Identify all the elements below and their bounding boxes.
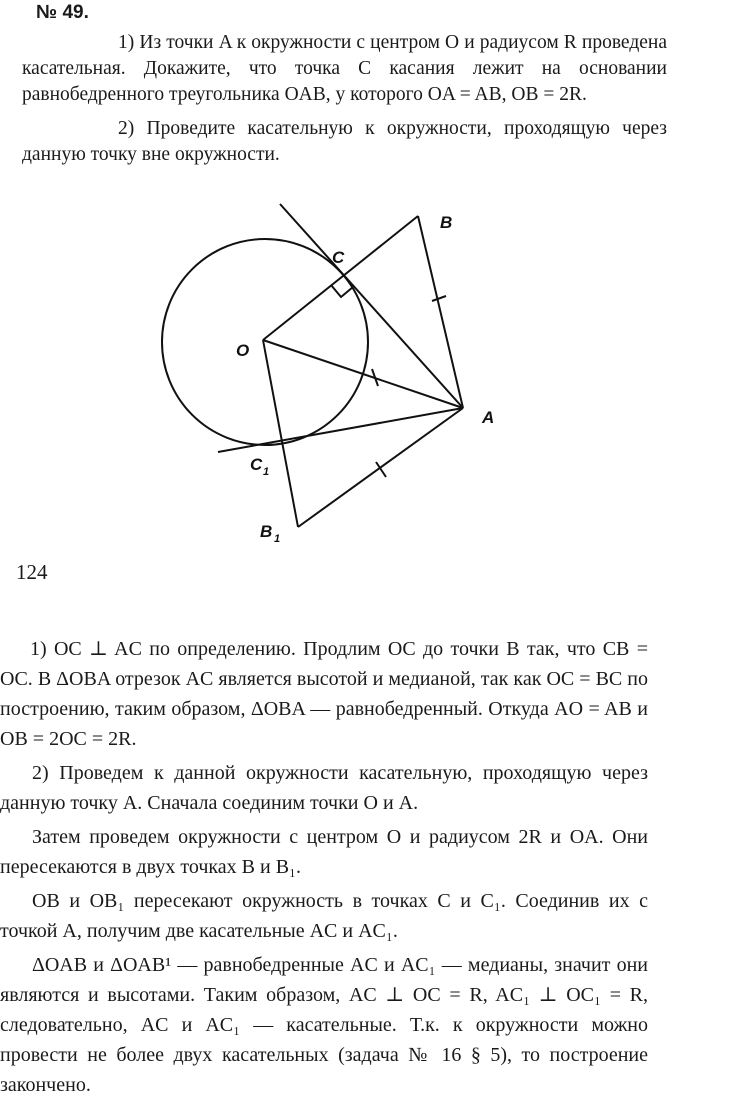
label-C1: C	[250, 455, 263, 474]
label-A: A	[482, 408, 495, 427]
solution-part-2: 2) Проведем к данной окружности касательную, проходящую через данную точку A. Сначала соединим точки O и A.	[0, 762, 648, 814]
tangent-AC1-extended	[218, 408, 463, 452]
label-B1: B	[260, 522, 273, 541]
label-O: O	[236, 341, 250, 360]
solution-part-1: 1) OC ⊥ AC по определению. Продлим OC до точки B так, что CB = OC. В ΔOBA отрезок AC является высотой и медианой, так как OC = BC по построению, таким образом, ΔOBA — равнобедренный. Откуда AO = AB и OB = 2OC = 2R.	[0, 638, 648, 750]
statement-part-2: 2) Проведите касательную к окружности, проходящую через данную точку вне окружности.	[22, 118, 667, 165]
circle	[162, 239, 368, 445]
label-C: C	[332, 248, 345, 267]
line-OB1	[263, 340, 298, 527]
line-OB	[263, 216, 418, 340]
label-B1-subscript: 1	[274, 533, 281, 545]
line-BA	[418, 216, 463, 408]
right-angle-mark	[331, 285, 353, 297]
label-C1-subscript: 1	[263, 466, 270, 478]
tick-AB	[432, 296, 446, 301]
solution-paragraph-3: Затем проведем окружности с центром O и радиусом 2R и OA. Они пересекаются в двух точках B и B₁.	[0, 826, 648, 878]
problem-statement	[22, 30, 667, 168]
solution-paragraph-5: ΔOAB и ΔOAB¹ — равнобедренные AC и AC₁ — медианы, значит они являются и высотами. Таким образом, AC ⊥ OC = R, AC₁ ⊥ OC₁ = R, следовательно, AC и AC₁ — касательные. Т.к. к окружности можно провести не более двух касательных (задача № 16 § 5), то построение закончено.	[0, 954, 649, 1096]
geometry-figure	[150, 200, 510, 550]
solution-paragraph-4: OB и OB₁ пересекают окружность в точках C и C₁. Соединив их с точкой A, получим две касательные AC и AC₁.	[0, 890, 648, 942]
statement-part-1: 1) Из точки A к окружности с центром O и радиусом R проведена касательная. Докажите, что точка C касания лежит на основании равнобедренного треугольника OAB, у которого OA = AB, OB = 2R.	[22, 32, 667, 105]
problem-number: № 49.	[36, 2, 89, 23]
solution-text	[0, 634, 648, 1104]
page-number: 124	[16, 560, 48, 584]
label-B: B	[440, 213, 453, 232]
